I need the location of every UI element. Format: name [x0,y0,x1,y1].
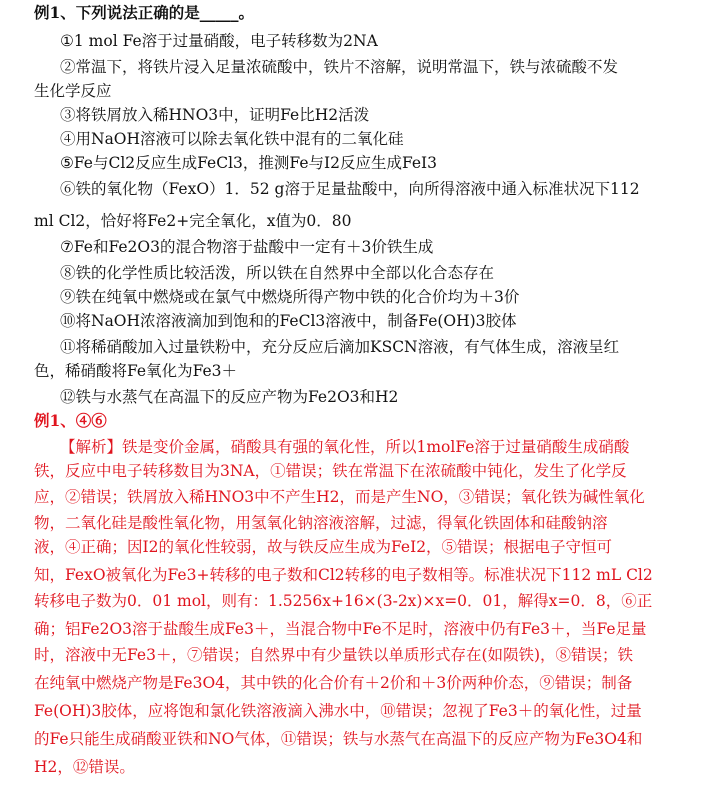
statement-6-cont: ml Cl2，恰好将Fe2+完全氧化，x值为0．80 [34,212,352,230]
statement-10: ⑩将NaOH浓溶液滴加到饱和的FeCl3溶液中，制备Fe(OH)3胶体 [60,312,517,330]
statement-6: ⑥铁的氧化物（FexO）1．52 g溶于足量盐酸中，向所得溶液中通入标准状况下112 [60,180,640,198]
statement-4: ④用NaOH溶液可以除去氧化铁中混有的二氧化硅 [60,130,404,148]
analysis-line-3: 应，②错误；铁屑放入稀HNO3中不产生H2，而是产生NO，③错误；氧化铁为碱性氧化 [34,488,645,506]
analysis-line-10: 在纯氧中燃烧产物是Fe3O4，其中铁的化合价有＋2价和＋3价两种价态，⑨错误；制备 [34,674,633,692]
statement-8: ⑧铁的化学性质比较活泼，所以铁在自然界中全部以化合态存在 [60,264,495,282]
answer-heading: 例1、④⑥ [34,411,107,430]
statement-7: ⑦Fe和Fe2O3的混合物溶于盐酸中一定有＋3价铁生成 [60,238,434,256]
analysis-line-12: 的Fe只能生成硝酸亚铁和NO气体，⑪错误；铁与水蒸气在高温下的反应产物为Fe3O4和 [34,730,643,748]
analysis-line-13: H2，⑫错误。 [34,758,135,776]
analysis-line-5: 液，④正确；因I2的氧化性较弱，故与铁反应生成为FeI2，⑤错误；根据电子守恒可 [34,538,613,556]
analysis-line-4: 物，二氧化硅是酸性氧化物，用氢氧化钠溶液溶解，过滤，得氧化铁固体和硅酸钠溶 [34,514,608,532]
analysis-line-1: 【解析】铁是变价金属，硝酸具有强的氧化性，所以1molFe溶于过量硝酸生成硝酸 [60,438,630,456]
analysis-line-7: 转移电子数为0．01 mol，则有：1.5256x+16×(3-2x)×x=0．01，解得x=0．8，⑥正 [34,592,653,610]
statement-1: ①1 mol Fe溶于过量硝酸，电子转移数为2NA [60,32,378,50]
statement-11: ⑪将稀硝酸加入过量铁粉中，充分反应后滴加KSCN溶液，有气体生成，溶液呈红 [60,338,620,356]
analysis-line-6: 知，FexO被氧化为Fe3+转移的电子数和Cl2转移的电子数相等。标准状况下112 mL Cl2 [34,566,653,584]
statement-9: ⑨铁在纯氧中燃烧或在氯气中燃烧所得产物中铁的化合价均为＋3价 [60,288,520,306]
statement-2-cont: 生化学反应 [34,82,112,100]
analysis-line-2: 铁，反应中电子转移数目为3NA，①错误；铁在常温下在浓硫酸中钝化，发生了化学反 [34,462,627,480]
statement-3: ③将铁屑放入稀HNO3中，证明Fe比H2活泼 [60,106,370,124]
statement-2: ②常温下，将铁片浸入足量浓硫酸中，铁片不溶解，说明常温下，铁与浓硫酸不发 [60,58,619,76]
statement-11-cont: 色，稀硝酸将Fe氧化为Fe3＋ [34,362,238,380]
statement-5: ⑤Fe与Cl2反应生成FeCl3，推测Fe与I2反应生成FeI3 [60,154,438,172]
statement-12: ⑫铁与水蒸气在高温下的反应产物为Fe2O3和H2 [60,388,399,406]
analysis-line-8: 确；铝Fe2O3溶于盐酸生成Fe3＋，当混合物中Fe不足时，溶液中仍有Fe3＋，当Fe足量 [34,620,647,638]
question-title: 例1、下列说法正确的是_____。 [34,3,255,22]
analysis-line-9: 时，溶液中无Fe3＋，⑦错误；自然界中有少量铁以单质形式存在(如陨铁)，⑧错误；铁 [34,646,634,664]
analysis-line-11: Fe(OH)3胶体，应将饱和氯化铁溶液滴入沸水中，⑩错误；忽视了Fe3＋的氧化性，过量 [34,702,642,720]
